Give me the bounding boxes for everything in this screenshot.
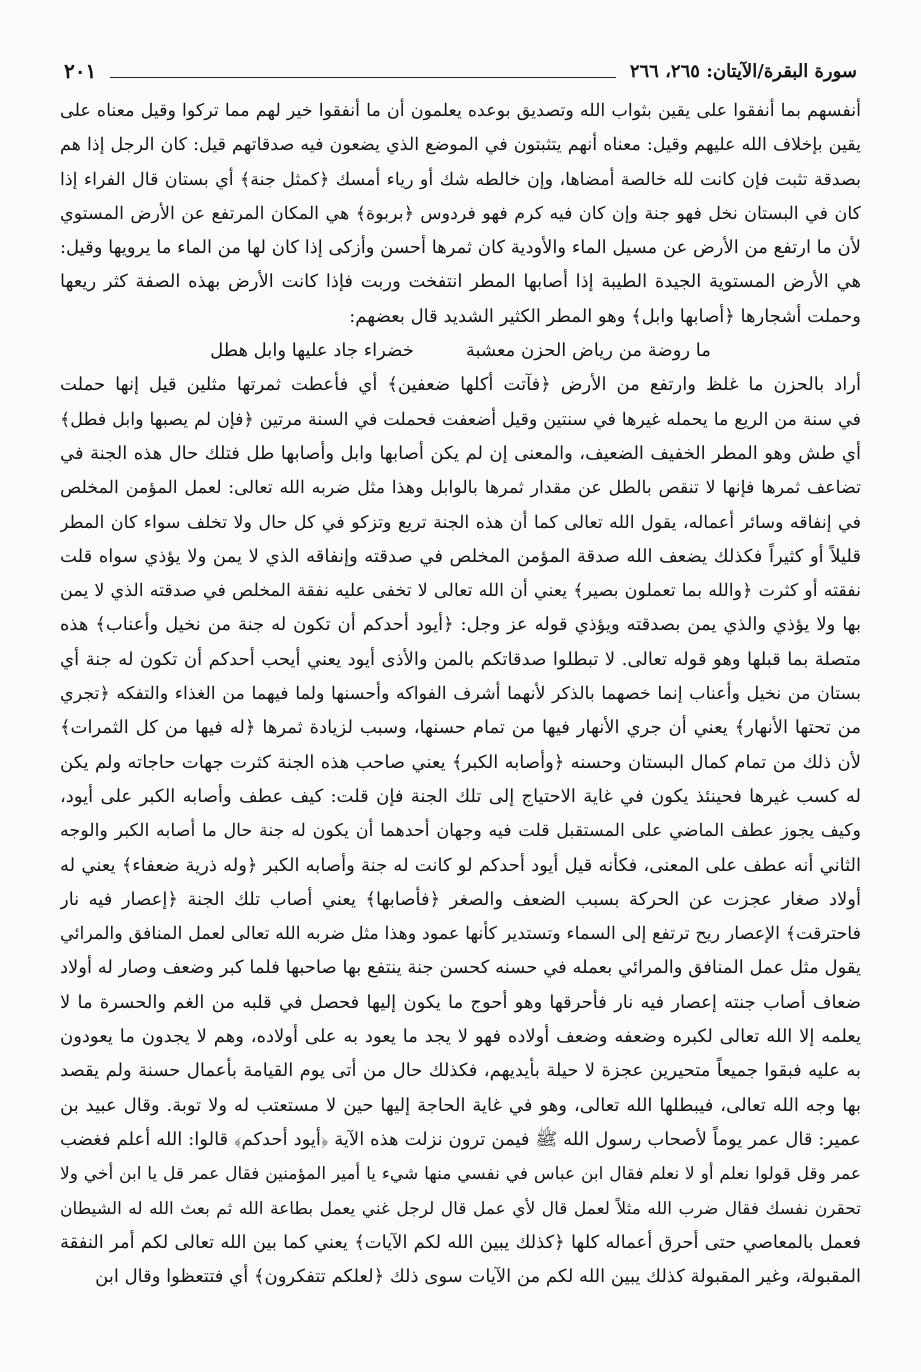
text-line: يقول مثل عمل المنافق والمرائي بعمله في حسنه كحسن جنة ينتفع بها صاحبها فلما كبر وضعف وصار له أولاد <box>60 957 861 979</box>
text-line: عمير: قال عمر يوماً لأصحاب رسول الله ﷺ فيمن ترون نزلت هذه الآية ﴿أيود أحدكم﴾ قالوا: الله أعلم فغضب <box>60 1128 861 1150</box>
verse-first-hemistich: ما روضة من رياض الحزن معشبة <box>465 340 711 362</box>
text-line: بستان من نخيل وأعناب إنما خصهما بالذكر لأنهما أشرف الفواكه وأحسنها ولما فيهما من الغذاء والتفكه ﴿تجري <box>60 684 861 705</box>
text-line: ضعاف أصاب جنته إعصار فيه نار فأحرقها وهو أحوج ما يكون إليها فحصل في قلبه من الغم والحسرة ما لا <box>60 991 861 1013</box>
text-line: في إنفاقه وسائر أعماله، يقول الله تعالى كما أن هذه الجنة تريع وتزكو في كل حال ولا تخلف سواء كان المطر <box>60 512 861 533</box>
text-line: المقبولة، وغير المقبولة كذلك يبين الله لكم من الآيات سوى ذلك ﴿لعلكم تتفكرون﴾ أي فتتعظوا وقال ابن <box>95 1266 861 1288</box>
text-line: وكيف يجوز عطف الماضي على المستقبل قلت فيه وجهان أحدهما أن يكون له جنة حال ما أصابه الكبر والوجه <box>60 821 861 842</box>
text-line: متصلة بما قبلها وهو قوله تعالى. لا تبطلوا صدقاتكم بالمن والأذى أيود يعني أيحب أحدكم أن تكون له جنة أي <box>60 648 861 670</box>
text-line: من تحتها الأنهار﴾ يعني أن جري الأنهار فيها من تمام حسنها، وسبب لزيادة ثمرها ﴿له فيها من كل الثمرات﴾ <box>60 717 861 739</box>
text-line: تضاعف ثمرها فإنها لا تنقص بالطل عن مقدار ثمرها بالوابل وهذا مثل ضربه الله تعالى: لعمل المؤمن المخلص <box>60 478 861 499</box>
text-line: بها وجه الله تعالى، فيبطلها الله تعالى، وهو في غاية الحاجة إليها حين لا مستعتب له ولا توبة. وقال عبيد بن <box>60 1094 861 1116</box>
text-line: نفقته أو كثرت ﴿والله بما تعملون بصير﴾ يعني أن الله تعالى لا تخفى عليه نفقة المخلص في صدقته الذي لا يمن <box>60 581 861 602</box>
header-rule <box>110 77 616 78</box>
text-line: قليلاً أو كثيراً فكذلك يضعف الله صدقة المؤمن المخلص في صدقته وإنفاقه الذي لا يمن ولا يؤذي سواه قلت <box>60 545 861 567</box>
text-line: يعلمه إلا الله تعالى لكبره وضعفه وضعف أولاده فهو لا يجد ما يعود به على أولاده، وهم لا يجدون ما يعودون <box>60 1026 861 1048</box>
page-body <box>60 94 861 1294</box>
text-line: أراد بالحزن ما غلظ وارتفع من الأرض ﴿فآتت أكلها ضعفين﴾ أي فأعطت ثمرتها مثلين قيل إنها حملت <box>60 374 861 396</box>
text-line: هي الأرض المستوية الجيدة الطيبة إذا أصابها المطر انتفخت وربت فإذا كانت الأرض بهذه الصفة كثر ريعها <box>60 271 861 293</box>
text-line: أي طش وهو المطر الخفيف الضعيف، والمعنى إن لم يكن أصابها وابل وأصابها طل فتلك حال هذه الجنة في <box>60 442 861 464</box>
text-line: به عليه فبقوا جميعاً متحيرين عجزة لا حيلة بأيديهم، فكذلك حال من أتى يوم القيامة بأعمال حسنة ولم يقصد <box>60 1060 861 1082</box>
poetry-verse <box>60 334 861 368</box>
text-line: تحقرن نفسك فقال ضرب الله مثلاً لعمل قال لأي عمل قال لرجل غني يعمل بطاعة الله ثم بعث الله له الشيطان <box>60 1198 861 1219</box>
verse-second-hemistich: خضراء جاد عليها وابل هطل <box>210 340 414 362</box>
text-line: عمر وقل قولوا نعلم أو لا نعلم فقال ابن عباس في نفسي منها شيء يا أمير المؤمنين فقال عمر قل يا ابن أخي ولا <box>60 1164 861 1185</box>
text-line: في سنة من الريع ما يحمله غيرها في سنتين وقيل أضعفت فحملت في السنة مرتين ﴿فإن لم يصبها وابل فطل﴾ <box>60 409 861 430</box>
text-line: بصدقة تثبت فإن كانت لله خالصة أمضاها، وإن خالطه شك أو رياء أمسك ﴿كمثل جنة﴾ أي بستان قال الفراء إذا <box>60 169 861 190</box>
text-line: فعمل بالمعاصي حتى أحرق أعماله كلها ﴿كذلك يبين الله لكم الآيات﴾ يعني كما بين الله تعالى لكم أمر النفقة <box>60 1231 861 1253</box>
text-line: لأن ما ارتفع من الأرض عن مسيل الماء والأودية كان ثمرها أحسن وأزكى إذا كان لها من الماء ما يرويها وقيل: <box>60 237 861 259</box>
text-line: وحملت أشجارها ﴿أصابها وابل﴾ وهو المطر الكثير الشديد قال بعضهم: <box>349 305 861 327</box>
text-line: أنفسهم بما أنفقوا على يقين بثواب الله وتصديق بوعده يعلمون أن ما أنفقوا خير لهم مما تركوا وقيل معناه على <box>60 101 861 121</box>
text-line: الثاني أنه عطف على المعنى، فكأنه قيل أيود أحدكم لو كانت له جنة وأصابه الكبر ﴿وله ذرية ضعفاء﴾ يعني له <box>60 854 861 876</box>
text-line: كان في البستان نخل فهو جنة وإن كان فيه كرم فهو فردوس ﴿بربوة﴾ هي المكان المرتفع عن الأرض المستوي <box>60 203 861 224</box>
running-header <box>64 56 857 86</box>
text-line: فاحترقت﴾ الإعصار ريح ترتفع إلى السماء وتستدير كأنها عمود وهذا مثل ضربه الله تعالى لعمل المنافق والمرائي <box>60 924 861 945</box>
text-line: يقين بإخلاف الله عليهم وقيل: معناه أنهم يتثبتون في الموضع الذي يضعون فيه صدقاتهم قيل: كان الرجل إذا هم <box>60 135 861 156</box>
text-line: لأن ذلك من تمام كمال البستان وحسنه ﴿وأصابه الكبر﴾ يعني صاحب هذه الجنة كثرت جهات حاجاته ولم يكن <box>60 751 861 773</box>
text-line: له كسب غيرها فحينئذ يكون في غاية الاحتياج إلى تلك الجنة فإن قلت: كيف عطف وأصابه الكبر على أيود، <box>60 785 861 807</box>
page-number: ٢٠١ <box>64 59 97 83</box>
text-line: بها ولا يؤذي والذي يمن بصدقته ويؤذي قوله عز وجل: ﴿أيود أحدكم أن تكون له جنة من نخيل وأعناب﴾ هذه <box>60 614 861 636</box>
surah-title: سورة البقرة/الآيتان: ٢٦٥، ٢٦٦ <box>629 60 857 82</box>
text-line: أولاد صغار عجزت عن الحركة بسبب الضعف والصغر ﴿فأصابها﴾ يعني أصاب تلك الجنة ﴿إعصار فيه نار <box>60 888 861 910</box>
